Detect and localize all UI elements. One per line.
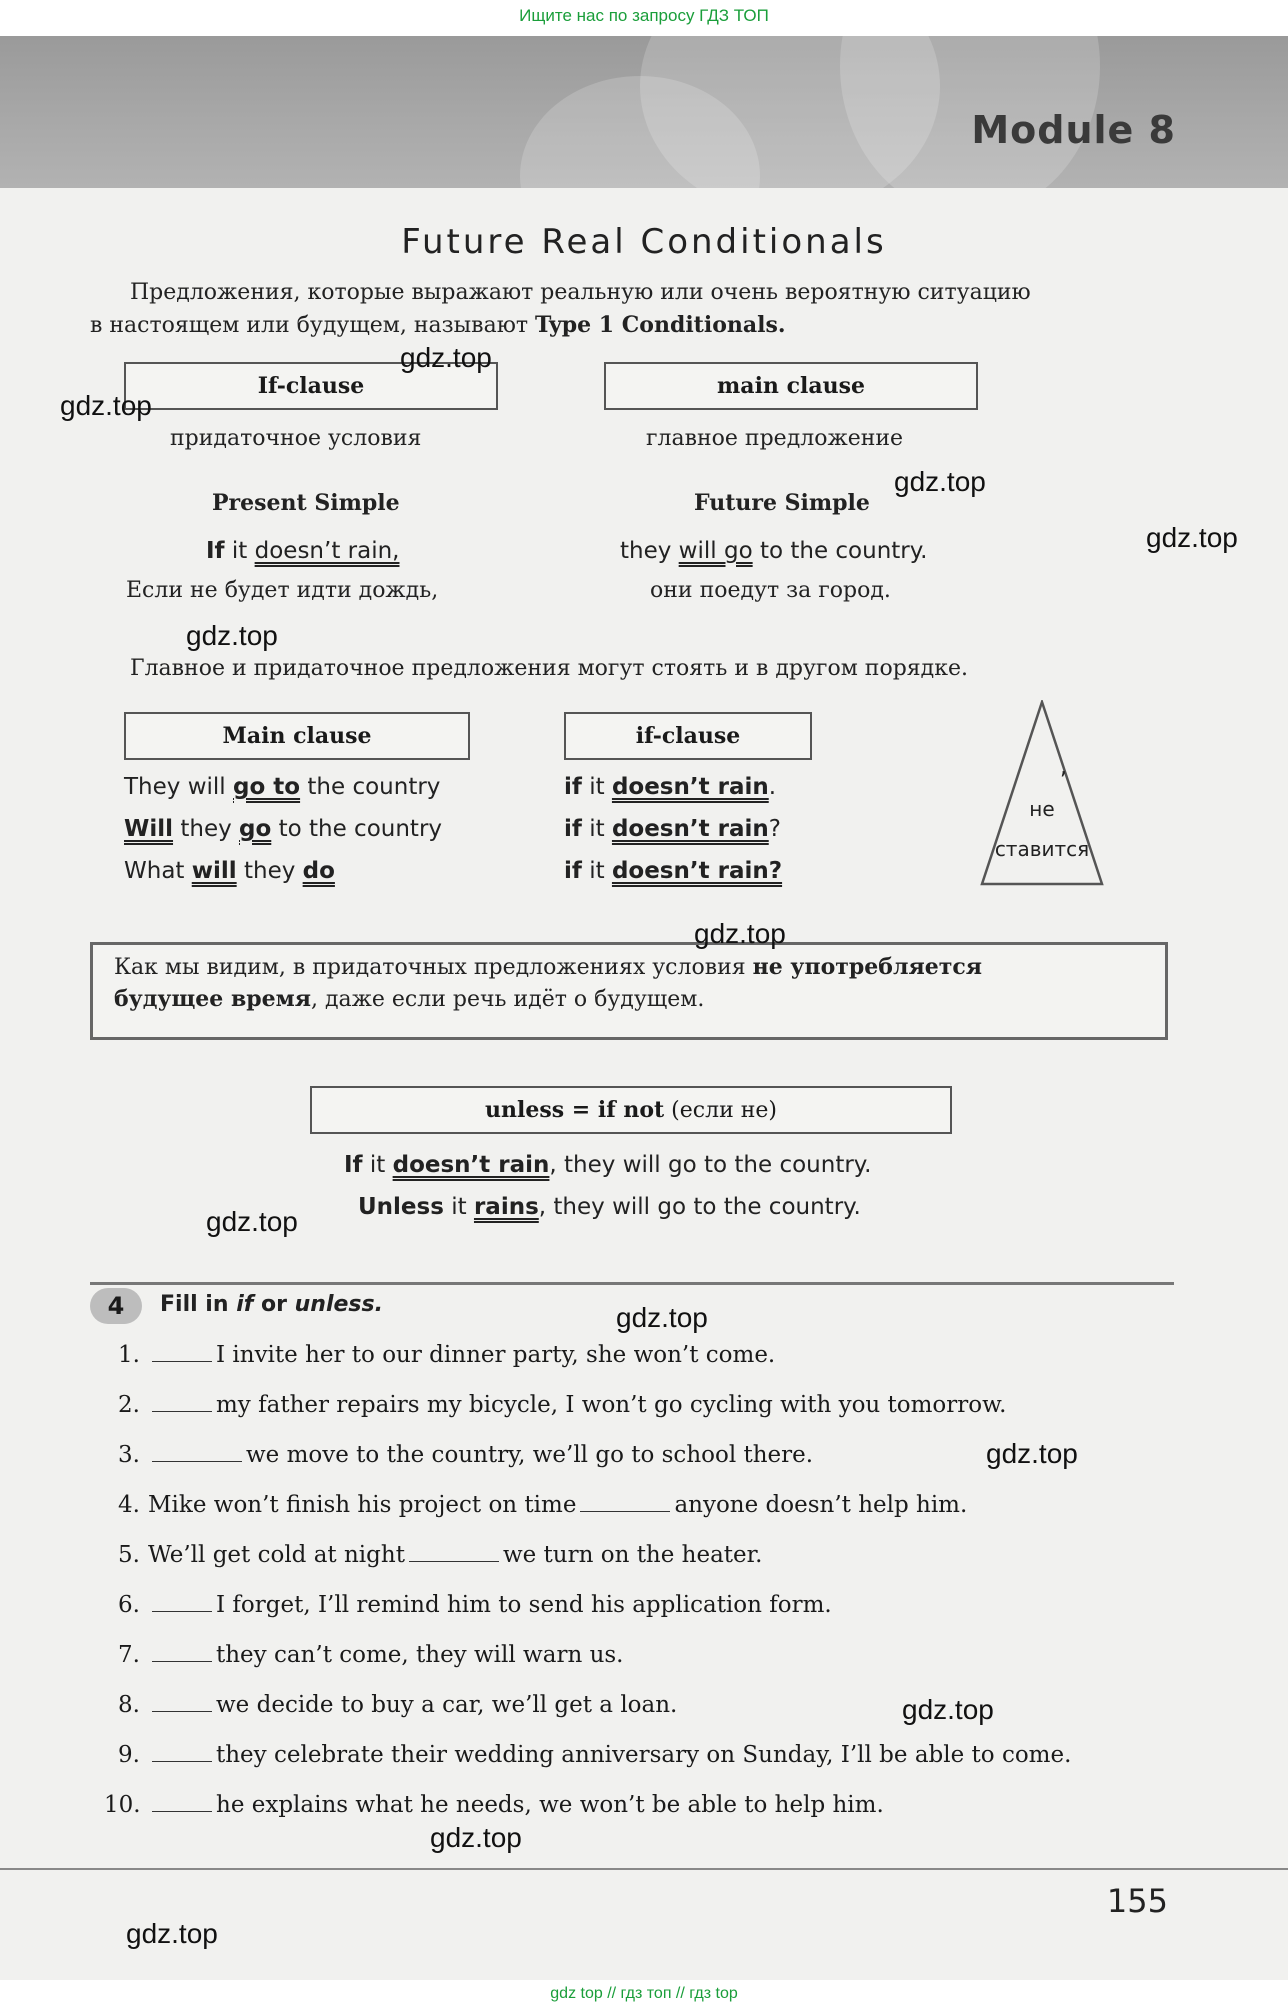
if-clause-ru: придаточное условия: [170, 426, 422, 451]
triangle-diagram: [980, 700, 1104, 886]
main-clause-box: main clause: [604, 362, 978, 410]
row2-punct: ?: [768, 816, 781, 842]
main-clause-tense: Future Simple: [694, 490, 870, 516]
triangle-comma: ,: [1060, 755, 1067, 780]
ex-if: If: [206, 538, 225, 564]
top-note: Ищите нас по запросу ГДЗ ТОП: [519, 6, 769, 25]
page-number: 155: [1106, 1882, 1168, 1920]
note-line-2-rest: , даже если речь идёт о будущем.: [311, 987, 705, 1012]
order-row-2-if: [564, 816, 781, 842]
unless-example-2: [358, 1194, 861, 1220]
item-post: they can’t come, they will warn us.: [216, 1642, 624, 1668]
watermark: gdz.top: [616, 1302, 708, 1333]
item-post: we decide to buy a car, we’ll get a loan.: [216, 1692, 678, 1718]
main-clause-ru: главное предложение: [646, 426, 904, 451]
item-post: my father repairs my bicycle, I won’t go cycling with you tomorrow.: [216, 1392, 1007, 1418]
unless-ex1-verb: doesn’t rain: [392, 1152, 550, 1178]
instruction-if: if: [236, 1292, 254, 1317]
unless-ex1-it: it: [369, 1152, 386, 1178]
row2-it: it: [589, 816, 605, 842]
answer-blank[interactable]: [152, 1593, 212, 1612]
page-title: Future Real Conditionals: [401, 222, 887, 262]
item-post: we turn on the heater.: [502, 1542, 763, 1568]
item-pre: Mike won’t finish his project on time: [148, 1492, 577, 1518]
row1-doesnt-rain: doesn’t rain: [611, 774, 769, 800]
row1-if: if: [564, 774, 582, 800]
note-line-1-bold: не употребляется: [752, 954, 983, 980]
exercise-item: [104, 1642, 1184, 1668]
row2-they: they: [180, 816, 232, 842]
exercise-item: [104, 1542, 1184, 1568]
order-row-1-if: [564, 774, 776, 800]
ex-rest: to the country.: [759, 538, 928, 564]
answer-blank[interactable]: [152, 1743, 212, 1762]
item-post: I invite her to our dinner party, she won’t come.: [216, 1342, 776, 1368]
row3-they: they: [243, 858, 296, 884]
item-number: 8.: [118, 1692, 140, 1718]
item-pre: We’ll get cold at night: [148, 1542, 405, 1568]
unless-label-bold: unless = if not: [484, 1097, 665, 1123]
unless-label-rest: (если не): [671, 1098, 777, 1123]
row2-will: Will: [124, 816, 174, 842]
unless-ex1-rest: , they will go to the country.: [549, 1152, 872, 1178]
unless-ex2-rest: , they will go to the country.: [538, 1194, 861, 1220]
answer-blank[interactable]: [152, 1343, 212, 1362]
item-number: 3.: [118, 1442, 140, 1468]
unless-ex2-verb: rains: [473, 1194, 539, 1220]
exercise-number-badge: 4: [90, 1288, 142, 1324]
row1-punct: .: [768, 774, 777, 800]
exercise-item: [104, 1592, 1184, 1618]
row1-country: the country: [307, 774, 441, 800]
module-label: Module 8: [971, 108, 1176, 152]
unless-box: [310, 1086, 952, 1134]
watermark: gdz.top: [894, 466, 986, 497]
row2-if: if: [564, 816, 582, 842]
item-number: 1.: [118, 1342, 140, 1368]
row2-go: go: [239, 816, 272, 842]
watermark: gdz.top: [902, 1694, 994, 1725]
order-row-3-main: [124, 858, 335, 884]
intro-term: Type 1 Conditionals.: [535, 312, 786, 338]
watermark: gdz.top: [126, 1918, 218, 1949]
unless-ex1-if: If: [344, 1152, 363, 1178]
answer-blank[interactable]: [152, 1643, 212, 1662]
item-post: anyone doesn’t help him.: [674, 1492, 968, 1518]
exercise-instruction: [160, 1292, 383, 1317]
item-post: I forget, I’ll remind him to send his application form.: [216, 1592, 832, 1618]
note-line-1: [114, 954, 982, 980]
watermark: gdz.top: [1146, 522, 1238, 553]
if-clause-example-ru: Если не будет идти дождь,: [126, 578, 439, 603]
exercise-item: [104, 1692, 1184, 1718]
row3-it: it: [589, 858, 605, 884]
intro-line-2: [90, 312, 786, 338]
order-row-3-if: [564, 858, 782, 884]
answer-blank[interactable]: [152, 1693, 212, 1712]
intro-line-2-prefix: в настоящем или будущем, называют: [90, 313, 529, 338]
row2-doesnt-rain: doesn’t rain: [611, 816, 769, 842]
order-row-1-main: [124, 774, 440, 800]
intro-line-1: Предложения, которые выражают реальную или очень вероятную ситуацию: [130, 280, 1031, 305]
row1-they-will: They will: [124, 774, 226, 800]
unless-ex2-it: it: [451, 1194, 467, 1220]
main-clause-example: [620, 538, 927, 564]
instruction-prefix: Fill in: [160, 1292, 229, 1317]
order-row-2-main: [124, 816, 442, 842]
ex-will-go: will go: [678, 538, 753, 564]
bottom-links[interactable]: gdz top // гдз топ // гдз top: [550, 1985, 738, 2002]
item-number: 6.: [118, 1592, 140, 1618]
instruction-unless: unless.: [294, 1292, 383, 1317]
answer-blank[interactable]: [152, 1443, 242, 1462]
if-clause-box: If-clause: [124, 362, 498, 410]
answer-blank[interactable]: [409, 1543, 499, 1562]
ex-they: they: [620, 538, 672, 564]
exercise-item: [104, 1392, 1184, 1418]
answer-blank[interactable]: [152, 1393, 212, 1412]
item-post: we move to the country, we’ll go to school there.: [246, 1442, 814, 1468]
ex-verb: doesn’t rain,: [254, 538, 400, 564]
if-clause-example: [206, 538, 399, 564]
footer-rule: [0, 1868, 1288, 1870]
row1-it: it: [589, 774, 605, 800]
triangle-line-1: не: [1029, 797, 1055, 821]
answer-blank[interactable]: [152, 1793, 212, 1812]
row1-go-to: go to: [233, 774, 301, 800]
item-number: 9.: [118, 1742, 140, 1768]
exercise-item: [104, 1742, 1184, 1768]
order-main-clause-box: Main clause: [124, 712, 470, 760]
triangle-line-2: ставится: [994, 837, 1090, 861]
row3-doesnt-rain: doesn’t rain?: [611, 858, 783, 884]
item-number: 5.: [118, 1542, 140, 1568]
item-post: they celebrate their wedding anniversary on Sunday, I’ll be able to come.: [216, 1742, 1072, 1768]
exercise-item: [104, 1342, 1184, 1368]
if-clause-tense: Present Simple: [212, 490, 400, 516]
unless-ex2-unless: Unless: [358, 1194, 444, 1220]
watermark: gdz.top: [694, 918, 786, 949]
row3-do: do: [302, 858, 335, 884]
row3-will: will: [191, 858, 237, 884]
note-line-1-prefix: Как мы видим, в придаточных предложениях условия: [114, 955, 746, 980]
item-number: 2.: [118, 1392, 140, 1418]
exercise-item: [104, 1792, 1184, 1818]
row3-what: What: [124, 858, 185, 884]
answer-blank[interactable]: [580, 1493, 670, 1512]
order-note: Главное и придаточное предложения могут стоять и в другом порядке.: [130, 656, 968, 681]
row3-if: if: [564, 858, 582, 884]
item-number: 10.: [104, 1792, 141, 1818]
row2-country: to the country: [278, 816, 443, 842]
watermark: gdz.top: [60, 390, 152, 421]
instruction-or: or: [260, 1292, 287, 1317]
exercise-item: [104, 1492, 1184, 1518]
order-if-clause-box: if-clause: [564, 712, 812, 760]
item-number: 4.: [118, 1492, 140, 1518]
watermark: gdz.top: [186, 620, 278, 651]
watermark: gdz.top: [986, 1438, 1078, 1469]
watermark: gdz.top: [206, 1206, 298, 1237]
note-line-2-bold: будущее время: [114, 986, 311, 1012]
note-line-2: [114, 986, 704, 1012]
ex-it: it: [231, 538, 248, 564]
item-number: 7.: [118, 1642, 140, 1668]
watermark: gdz.top: [400, 342, 492, 373]
exercise-divider: [90, 1282, 1174, 1285]
item-post: he explains what he needs, we won’t be able to help him.: [216, 1792, 884, 1818]
watermark: gdz.top: [430, 1822, 522, 1853]
main-clause-example-ru: они поедут за город.: [650, 578, 891, 603]
unless-example-1: [344, 1152, 871, 1178]
